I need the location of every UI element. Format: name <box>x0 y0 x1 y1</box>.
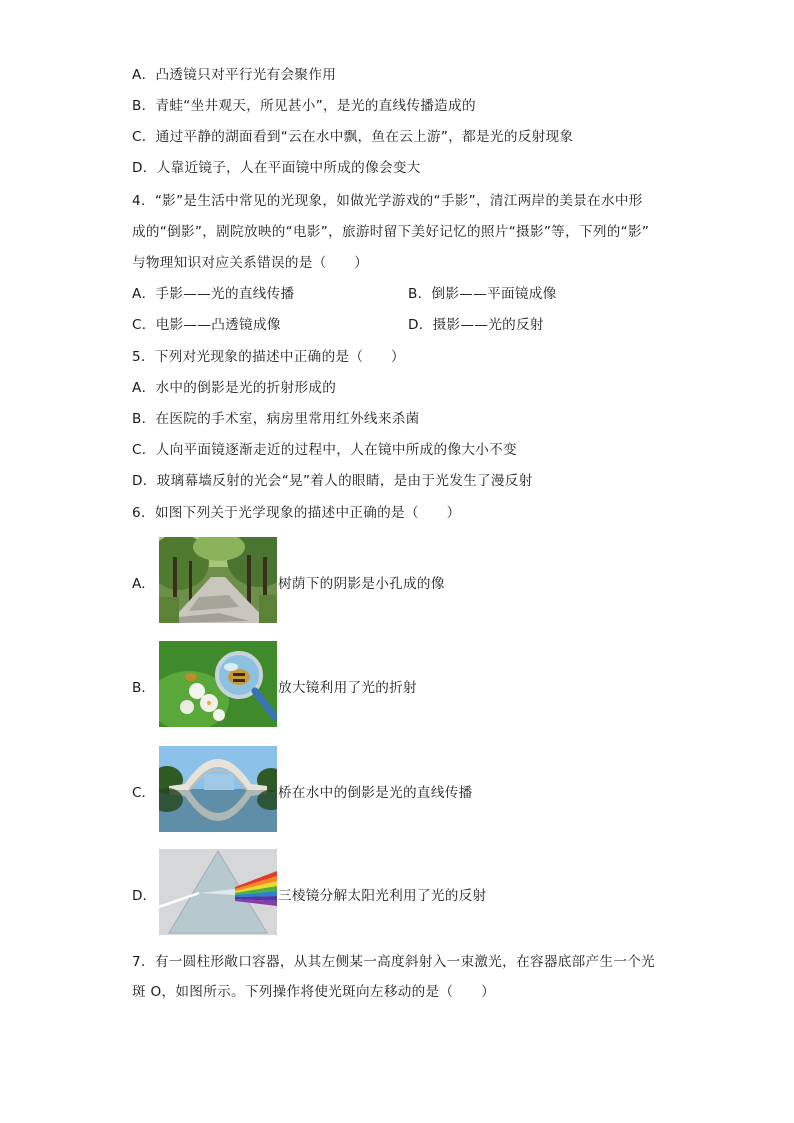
q6-option-b-caption: 放大镜利用了光的折射 <box>278 680 417 696</box>
q3-option-a: A．凸透镜只对平行光有会聚作用 <box>132 67 337 83</box>
q4-option-c: C．电影——凸透镜成像 <box>132 317 281 333</box>
q6-option-c-caption: 桥在水中的倒影是光的直线传播 <box>278 785 473 801</box>
q6-option-d-letter: D． <box>132 888 157 904</box>
q3-option-d: D．人靠近镜子，人在平面镜中所成的像会变大 <box>132 160 421 176</box>
tree-shade-road-photo <box>159 537 277 623</box>
q4-option-d: D．摄影——光的反射 <box>408 317 544 333</box>
q6-option-c-letter: C． <box>132 785 156 801</box>
q4-option-b: B．倒影——平面镜成像 <box>408 286 557 302</box>
q3-option-c: C．通过平静的湖面看到“云在水中飘，鱼在云上游”，都是光的反射现象 <box>132 129 574 145</box>
q4-stem-line-1: 4．“影”是生活中常见的光现象，如做光学游戏的“手影”，清江两岸的美景在水中形 <box>132 193 643 209</box>
q4-option-a: A．手影——光的直线传播 <box>132 286 295 302</box>
q6-option-a-caption: 树荫下的阴影是小孔成的像 <box>278 576 445 592</box>
q6-option-b-letter: B． <box>132 680 155 696</box>
q7-stem-line-2: 斑 O，如图所示。下列操作将使光斑向左移动的是（ ） <box>132 984 495 1000</box>
q3-option-b: B．青蛙“坐井观天，所见甚小”，是光的直线传播造成的 <box>132 98 476 114</box>
q5-option-c: C．人向平面镜逐渐走近的过程中，人在镜中所成的像大小不变 <box>132 442 517 458</box>
q5-option-a: A．水中的倒影是光的折射形成的 <box>132 380 337 396</box>
q5-stem: 5．下列对光现象的描述中正确的是（ ） <box>132 349 405 365</box>
q7-stem-line-1: 7．有一圆柱形敞口容器，从其左侧某一高度斜射入一束激光，在容器底部产生一个光 <box>132 954 656 970</box>
q4-stem-line-2: 成的“倒影”，剧院放映的“电影”，旅游时留下美好记忆的照片“摄影”等，下列的“影” <box>132 224 650 240</box>
q6-option-d-caption: 三棱镜分解太阳光利用了光的反射 <box>278 888 487 904</box>
magnifier-bee-photo <box>159 641 277 727</box>
q6-option-a-letter: A． <box>132 576 155 592</box>
q4-stem-line-3: 与物理知识对应关系错误的是（ ） <box>132 255 369 271</box>
q6-stem: 6．如图下列关于光学现象的描述中正确的是（ ） <box>132 505 461 521</box>
q5-option-b: B．在医院的手术室，病房里常用红外线来杀菌 <box>132 411 420 427</box>
prism-dispersion-diagram <box>159 849 277 935</box>
q5-option-d: D．玻璃幕墙反射的光会“晃”着人的眼睛，是由于光发生了漫反射 <box>132 473 533 489</box>
arch-bridge-reflection-photo <box>159 746 277 832</box>
